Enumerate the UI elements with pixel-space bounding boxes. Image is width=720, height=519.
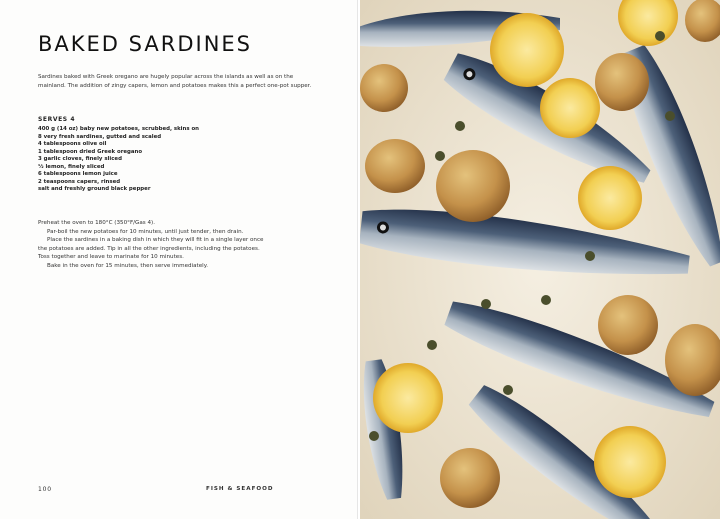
ingredient-item: 2 teaspoons capers, rinsed: [38, 178, 121, 185]
ingredient-list: [38, 126, 298, 194]
serves-label: SERVES 4: [38, 116, 76, 123]
potato-icon: [595, 53, 649, 111]
baked-sardines-photo: [360, 0, 720, 519]
ingredient-item: 8 very fresh sardines, gutted and scaled: [38, 133, 162, 140]
potato-icon: [365, 139, 425, 193]
lemon-slice-icon: [578, 166, 642, 230]
recipe-title: BAKED SARDINES: [38, 32, 253, 56]
potato-icon: [360, 64, 408, 112]
lemon-slice-icon: [594, 426, 666, 498]
potato-icon: [598, 295, 658, 355]
ingredient-item: salt and freshly ground black pepper: [38, 186, 151, 193]
ingredient-item: 3 garlic cloves, finely sliced: [38, 156, 122, 163]
ingredient-item: 6 tablespoons lemon juice: [38, 171, 118, 178]
recipe-intro: Sardines baked with Greek oregano are hugely popular across the islands as well as on the mainland. The addition of zingy capers, lemon and potatoes makes this a perfect one-pot supper.: [38, 74, 312, 89]
method-step: Preheat the oven to 180°C (350°F/Gas 4).: [38, 220, 156, 226]
recipe-method: [38, 219, 270, 271]
method-step: Place the sardines in a baking dish in which they will fit in a single layer once the potatoes are added. Tip in all the other ingredients, including the potatoes. Toss together and leave to marinate for 10 minutes.: [38, 237, 264, 261]
lemon-slice-icon: [540, 78, 600, 138]
ingredient-item: 400 g (14 oz) baby new potatoes, scrubbed, skins on: [38, 126, 199, 132]
potato-icon: [436, 150, 510, 222]
potato-icon: [440, 448, 500, 508]
lemon-slice-icon: [490, 13, 564, 87]
ingredient-item: 4 tablespoons olive oil: [38, 141, 107, 148]
page-number: 100: [38, 486, 52, 493]
lemon-slice-icon: [373, 363, 443, 433]
method-step: Par-boil the new potatoes for 10 minutes, until just tender, then drain.: [47, 228, 244, 235]
photo-illustration: [360, 0, 720, 519]
section-name: FISH & SEAFOOD: [206, 486, 274, 492]
ingredient-item: 1 tablespoon dried Greek oregano: [38, 148, 143, 155]
recipe-page: [0, 0, 358, 519]
ingredient-item: ½ lemon, finely sliced: [38, 163, 105, 170]
method-step: Bake in the oven for 15 minutes, then serve immediately.: [47, 262, 209, 269]
